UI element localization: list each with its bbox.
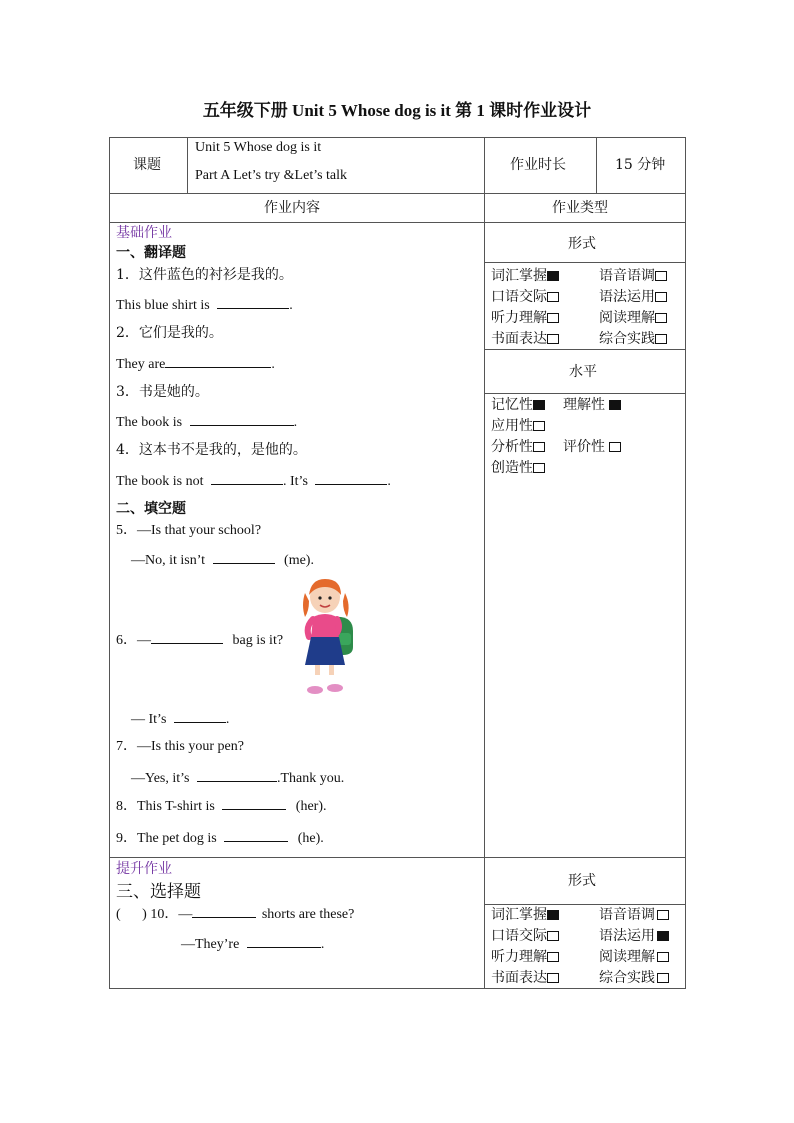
option-level-4: [563, 438, 621, 456]
option-label: 阅读理解: [599, 310, 655, 326]
checked-box-icon[interactable]: [547, 271, 559, 281]
answer-blank[interactable]: [190, 413, 294, 426]
row-divider: [109, 222, 686, 223]
checked-box-icon[interactable]: [609, 400, 621, 410]
option-form1-3: [599, 288, 667, 306]
question-2: 2．它们是我的。: [116, 325, 223, 341]
checked-box-icon[interactable]: [533, 400, 545, 410]
type-label: 作业类型: [552, 200, 608, 216]
question-8-text: 8．This T-shirt is: [116, 799, 215, 814]
unchecked-box-icon[interactable]: [533, 442, 545, 452]
option-label: 综合实践: [599, 331, 655, 347]
option-form2-7: [599, 969, 669, 987]
option-form2-4: [491, 948, 559, 966]
unchecked-box-icon[interactable]: [657, 910, 669, 920]
unchecked-box-icon[interactable]: [657, 973, 669, 983]
unchecked-box-icon[interactable]: [533, 421, 545, 431]
unchecked-box-icon[interactable]: [547, 334, 559, 344]
topic-line-2: Part A Let’s try &Let’s talk: [195, 168, 348, 183]
answer-10-text: —They’re: [181, 937, 240, 952]
option-label: 理解性: [563, 397, 605, 413]
answer-4-mid: . It’s: [283, 474, 308, 489]
option-level-0: [491, 396, 545, 414]
girl-with-backpack-illustration: [295, 575, 357, 699]
answer-1: This blue shirt is .: [116, 298, 293, 313]
level-label: 水平: [569, 364, 597, 380]
col-divider: [187, 137, 188, 193]
answer-5-text: —No, it isn’t: [131, 553, 206, 568]
unchecked-box-icon[interactable]: [609, 442, 621, 452]
option-form1-0: [491, 267, 559, 285]
question-9: [116, 829, 324, 848]
form-label-advanced: 形式: [568, 873, 596, 889]
option-label: 书面表达: [491, 331, 547, 347]
answer-4-text: The book is not: [116, 474, 204, 489]
question-8-hint: (her).: [295, 799, 327, 814]
answer-7: [131, 769, 344, 788]
answer-4: The book is not . It’s .: [116, 474, 391, 489]
unchecked-box-icon[interactable]: [547, 292, 559, 302]
answer-3: The book is .: [116, 415, 298, 430]
unchecked-box-icon[interactable]: [547, 313, 559, 323]
page-title: 五年级下册 Unit 5 Whose dog is it 第 1 课时作业设计: [202, 101, 592, 120]
option-label: 口语交际: [491, 928, 547, 944]
question-10-text: shorts are these?: [261, 907, 355, 922]
row-divider: [109, 857, 686, 858]
unchecked-box-icon[interactable]: [657, 952, 669, 962]
option-form2-3: [599, 927, 669, 945]
section-3-heading: 三、选择题: [116, 882, 201, 902]
option-label: 评价性: [563, 439, 605, 455]
option-label: 语法运用: [599, 928, 655, 944]
advanced-heading: 提升作业: [116, 861, 172, 877]
answer-5-hint: (me).: [284, 553, 314, 568]
homework-table: [109, 137, 686, 989]
unchecked-box-icon[interactable]: [547, 931, 559, 941]
content-label: 作业内容: [264, 200, 320, 216]
question-8: [116, 797, 327, 816]
option-form2-6: [491, 969, 559, 987]
option-form1-5: [599, 309, 667, 327]
option-form2-1: [599, 906, 669, 924]
option-form1-7: [599, 330, 667, 348]
checked-box-icon[interactable]: [657, 931, 669, 941]
unchecked-box-icon[interactable]: [547, 973, 559, 983]
option-form2-0: [491, 906, 559, 924]
option-form1-1: [599, 267, 667, 285]
checked-box-icon[interactable]: [547, 910, 559, 920]
question-10-paren: (: [116, 907, 121, 922]
row-divider: [484, 349, 686, 350]
option-form2-5: [599, 948, 669, 966]
question-1: 1．这件蓝色的衬衫是我的。: [116, 267, 293, 283]
option-label: 听力理解: [491, 310, 547, 326]
answer-blank[interactable]: [211, 472, 283, 485]
option-form1-4: [491, 309, 559, 327]
answer-blank[interactable]: [217, 296, 289, 309]
option-label: 分析性: [491, 439, 533, 455]
answer-7-text: —Yes, it’s: [131, 771, 190, 786]
col-divider: [484, 137, 485, 989]
answer-10: —They’re .: [181, 937, 325, 952]
question-7: 7．—Is this your pen?: [116, 739, 244, 754]
duration-value: 15 分钟: [615, 157, 666, 173]
option-level-3: [491, 438, 545, 456]
option-level-2: [491, 417, 545, 435]
answer-6-text: — It’s: [131, 712, 167, 727]
answer-3-text: The book is: [116, 415, 183, 430]
question-10: [116, 905, 354, 924]
section-2-heading: 二、填空题: [116, 501, 186, 517]
basic-heading: 基础作业: [116, 225, 172, 241]
answer-blank[interactable]: [315, 472, 387, 485]
question-6: [116, 631, 283, 650]
option-form1-2: [491, 288, 559, 306]
option-form2-2: [491, 927, 559, 945]
unchecked-box-icon[interactable]: [655, 271, 667, 281]
row-divider: [109, 193, 686, 194]
answer-7-suffix: .Thank you.: [277, 771, 345, 786]
question-9-hint: (he).: [297, 831, 324, 846]
section-1-heading: 一、翻译题: [116, 245, 186, 261]
option-label: 语音语调: [599, 907, 655, 923]
unchecked-box-icon[interactable]: [655, 292, 667, 302]
option-label: 记忆性: [491, 397, 533, 413]
option-label: 听力理解: [491, 949, 547, 965]
answer-blank[interactable]: [197, 769, 277, 782]
option-level-1: [563, 396, 621, 414]
option-label: 综合实践: [599, 970, 655, 986]
question-4: 4．这本书不是我的，是他的。: [116, 442, 307, 458]
form-label: 形式: [568, 236, 596, 252]
option-label: 语法运用: [599, 289, 655, 305]
answer-2: They are .: [116, 357, 275, 372]
answer-blank[interactable]: [151, 631, 223, 644]
answer-blank[interactable]: [174, 710, 226, 723]
unchecked-box-icon[interactable]: [533, 463, 545, 473]
unchecked-box-icon[interactable]: [655, 313, 667, 323]
option-label: 书面表达: [491, 970, 547, 986]
answer-blank[interactable]: [192, 905, 256, 918]
answer-blank[interactable]: [224, 829, 288, 842]
option-form1-6: [491, 330, 559, 348]
question-3: 3．书是她的。: [116, 384, 209, 400]
answer-6: — It’s .: [131, 712, 230, 727]
row-divider: [484, 393, 686, 394]
question-9-text: 9．The pet dog is: [116, 831, 217, 846]
answer-2-text: They are: [116, 357, 166, 372]
topic-line-1: Unit 5 Whose dog is it: [195, 140, 322, 155]
option-label: 阅读理解: [599, 949, 655, 965]
option-label: 语音语调: [599, 268, 655, 284]
option-label: 口语交际: [491, 289, 547, 305]
answer-blank[interactable]: [165, 355, 271, 368]
question-5: 5．—Is that your school?: [116, 523, 262, 538]
unchecked-box-icon[interactable]: [655, 334, 667, 344]
question-6-prefix: 6．—: [116, 633, 151, 648]
answer-5: [131, 551, 314, 570]
col-divider: [596, 137, 597, 193]
option-label: 应用性: [491, 418, 533, 434]
answer-1-text: This blue shirt is: [116, 298, 210, 313]
option-label: 词汇掌握: [491, 907, 547, 923]
topic-label: 课题: [133, 157, 161, 173]
duration-label: 作业时长: [510, 157, 566, 173]
option-level-5: [491, 459, 545, 477]
option-label: 词汇掌握: [491, 268, 547, 284]
unchecked-box-icon[interactable]: [547, 952, 559, 962]
answer-blank[interactable]: [213, 551, 275, 564]
row-divider: [484, 904, 686, 905]
answer-blank[interactable]: [222, 797, 286, 810]
option-label: 创造性: [491, 460, 533, 476]
row-divider: [484, 262, 686, 263]
question-10-prefix: ) 10．—: [142, 907, 193, 922]
answer-blank[interactable]: [247, 935, 321, 948]
question-6-text: bag is it?: [232, 633, 284, 648]
